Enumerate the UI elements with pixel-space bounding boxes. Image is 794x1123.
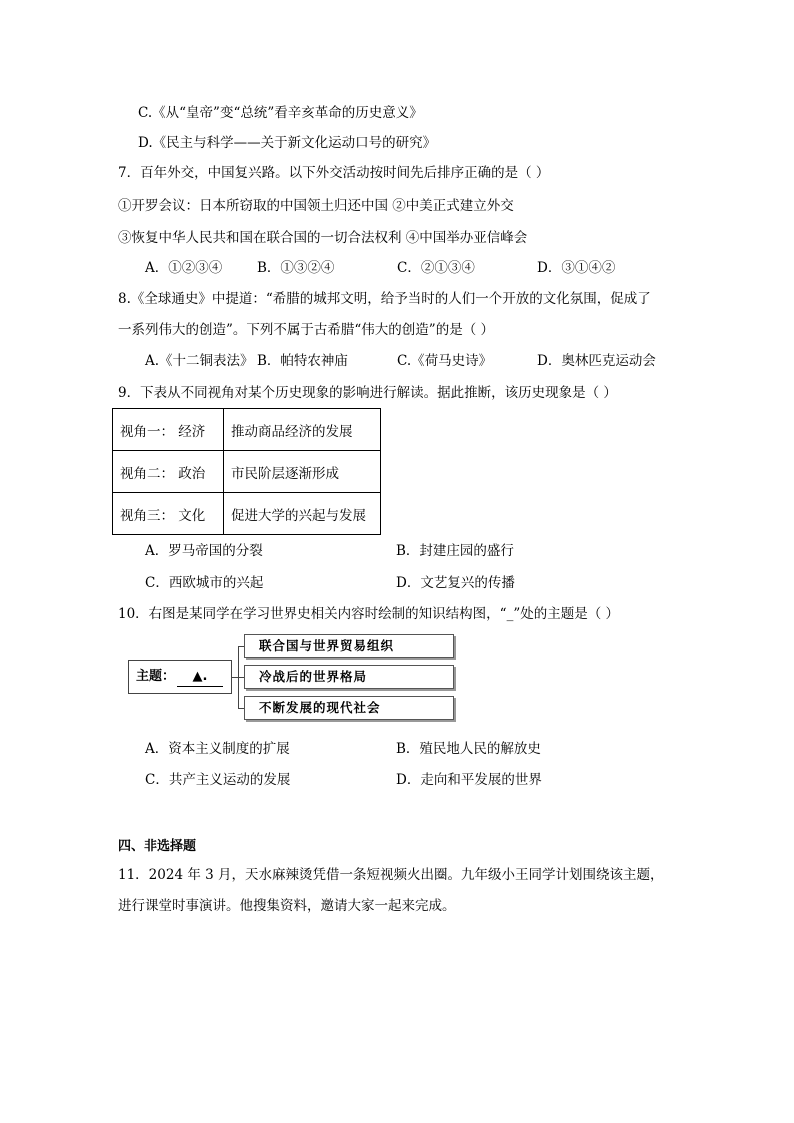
q10-option-d: D．走向和平发展的世界	[396, 772, 542, 788]
q8-option-b: B．帕特农神庙	[257, 353, 348, 369]
section-title: 四、非选择题	[118, 839, 197, 854]
table-cell-perspective: 视角一： 经济	[113, 409, 224, 451]
q9-stem: 9．下表从不同视角对某个历史现象的影响进行解读。据此推断，该历史现象是（ ）	[118, 385, 617, 401]
q11-stem-line1: 11．2024 年 3 月，天水麻辣烫凭借一条短视频火出圈。九年级小王同学计划围绕该主题，	[118, 867, 664, 883]
q7-items-line1: ①开罗会议：日本所窃取的中国领土归还中国 ②中美正式建立外交	[118, 198, 514, 214]
q7-option-b: B．①③②④	[257, 260, 335, 276]
table-cell-impact: 推动商品经济的发展	[224, 409, 381, 451]
q7-option-a: A．①②③④	[145, 260, 223, 276]
table-row	[113, 451, 381, 493]
topic-blank-mark: ▲.	[177, 668, 223, 687]
diagram-item: 不断发展的现代社会	[244, 696, 454, 720]
table-cell-impact: 促进大学的兴起与发展	[224, 493, 381, 535]
table-row	[113, 409, 381, 451]
q8-stem-line2: 一系列伟大的创造”。下列不属于古希腊“伟大的创造”的是（ ）	[118, 322, 494, 338]
q10-option-c: C．共产主义运动的发展	[145, 772, 291, 788]
q8-option-c: C.《荷马史诗》	[397, 353, 493, 369]
q10-option-b: B．殖民地人民的解放史	[396, 741, 541, 757]
q8-stem-line1: 8.《全球通史》中提道：“希腊的城邦文明，给予当时的人们一个开放的文化氛围，促成了	[118, 291, 651, 307]
table-row	[113, 493, 381, 535]
q10-knowledge-diagram	[128, 634, 458, 726]
q7-items-line2: ③恢复中华人民共和国在联合国的一切合法权利 ④中国举办亚信峰会	[118, 230, 528, 246]
q6-option-d: D.《民主与科学——关于新文化运动口号的研究》	[138, 135, 437, 151]
q7-option-d: D．③①④②	[537, 260, 616, 276]
q11-stem-line2: 进行课堂时事演讲。他搜集资料，邀请大家一起来完成。	[118, 898, 456, 914]
q7-stem: 7．百年外交，中国复兴路。以下外交活动按时间先后排序正确的是（ ）	[118, 165, 550, 181]
q8-option-d: D．奥林匹克运动会	[537, 353, 656, 369]
q6-option-c: C.《从“皇帝”变“总统”看辛亥革命的历史意义》	[138, 105, 423, 121]
q10-option-a: A．资本主义制度的扩展	[145, 741, 290, 757]
q9-option-a: A．罗马帝国的分裂	[145, 543, 263, 559]
q9-option-c: C．西欧城市的兴起	[145, 575, 264, 591]
q8-option-a: A.《十二铜表法》	[145, 353, 254, 369]
q9-perspective-table	[112, 408, 381, 535]
q9-option-d: D．文艺复兴的传播	[396, 575, 515, 591]
diagram-item: 冷战后的世界格局	[244, 665, 454, 689]
topic-label: 主题：	[136, 669, 176, 684]
topic-box	[128, 660, 232, 694]
q9-option-b: B．封建庄园的盛行	[396, 543, 514, 559]
table-cell-impact: 市民阶层逐渐形成	[224, 451, 381, 493]
q10-stem: 10．右图是某同学在学习世界史相关内容时绘制的知识结构图，“_”处的主题是（ ）	[118, 606, 620, 622]
table-cell-perspective: 视角二： 政治	[113, 451, 224, 493]
q7-option-c: C．②①③④	[397, 260, 475, 276]
table-cell-perspective: 视角三： 文化	[113, 493, 224, 535]
diagram-item: 联合国与世界贸易组织	[244, 634, 454, 658]
